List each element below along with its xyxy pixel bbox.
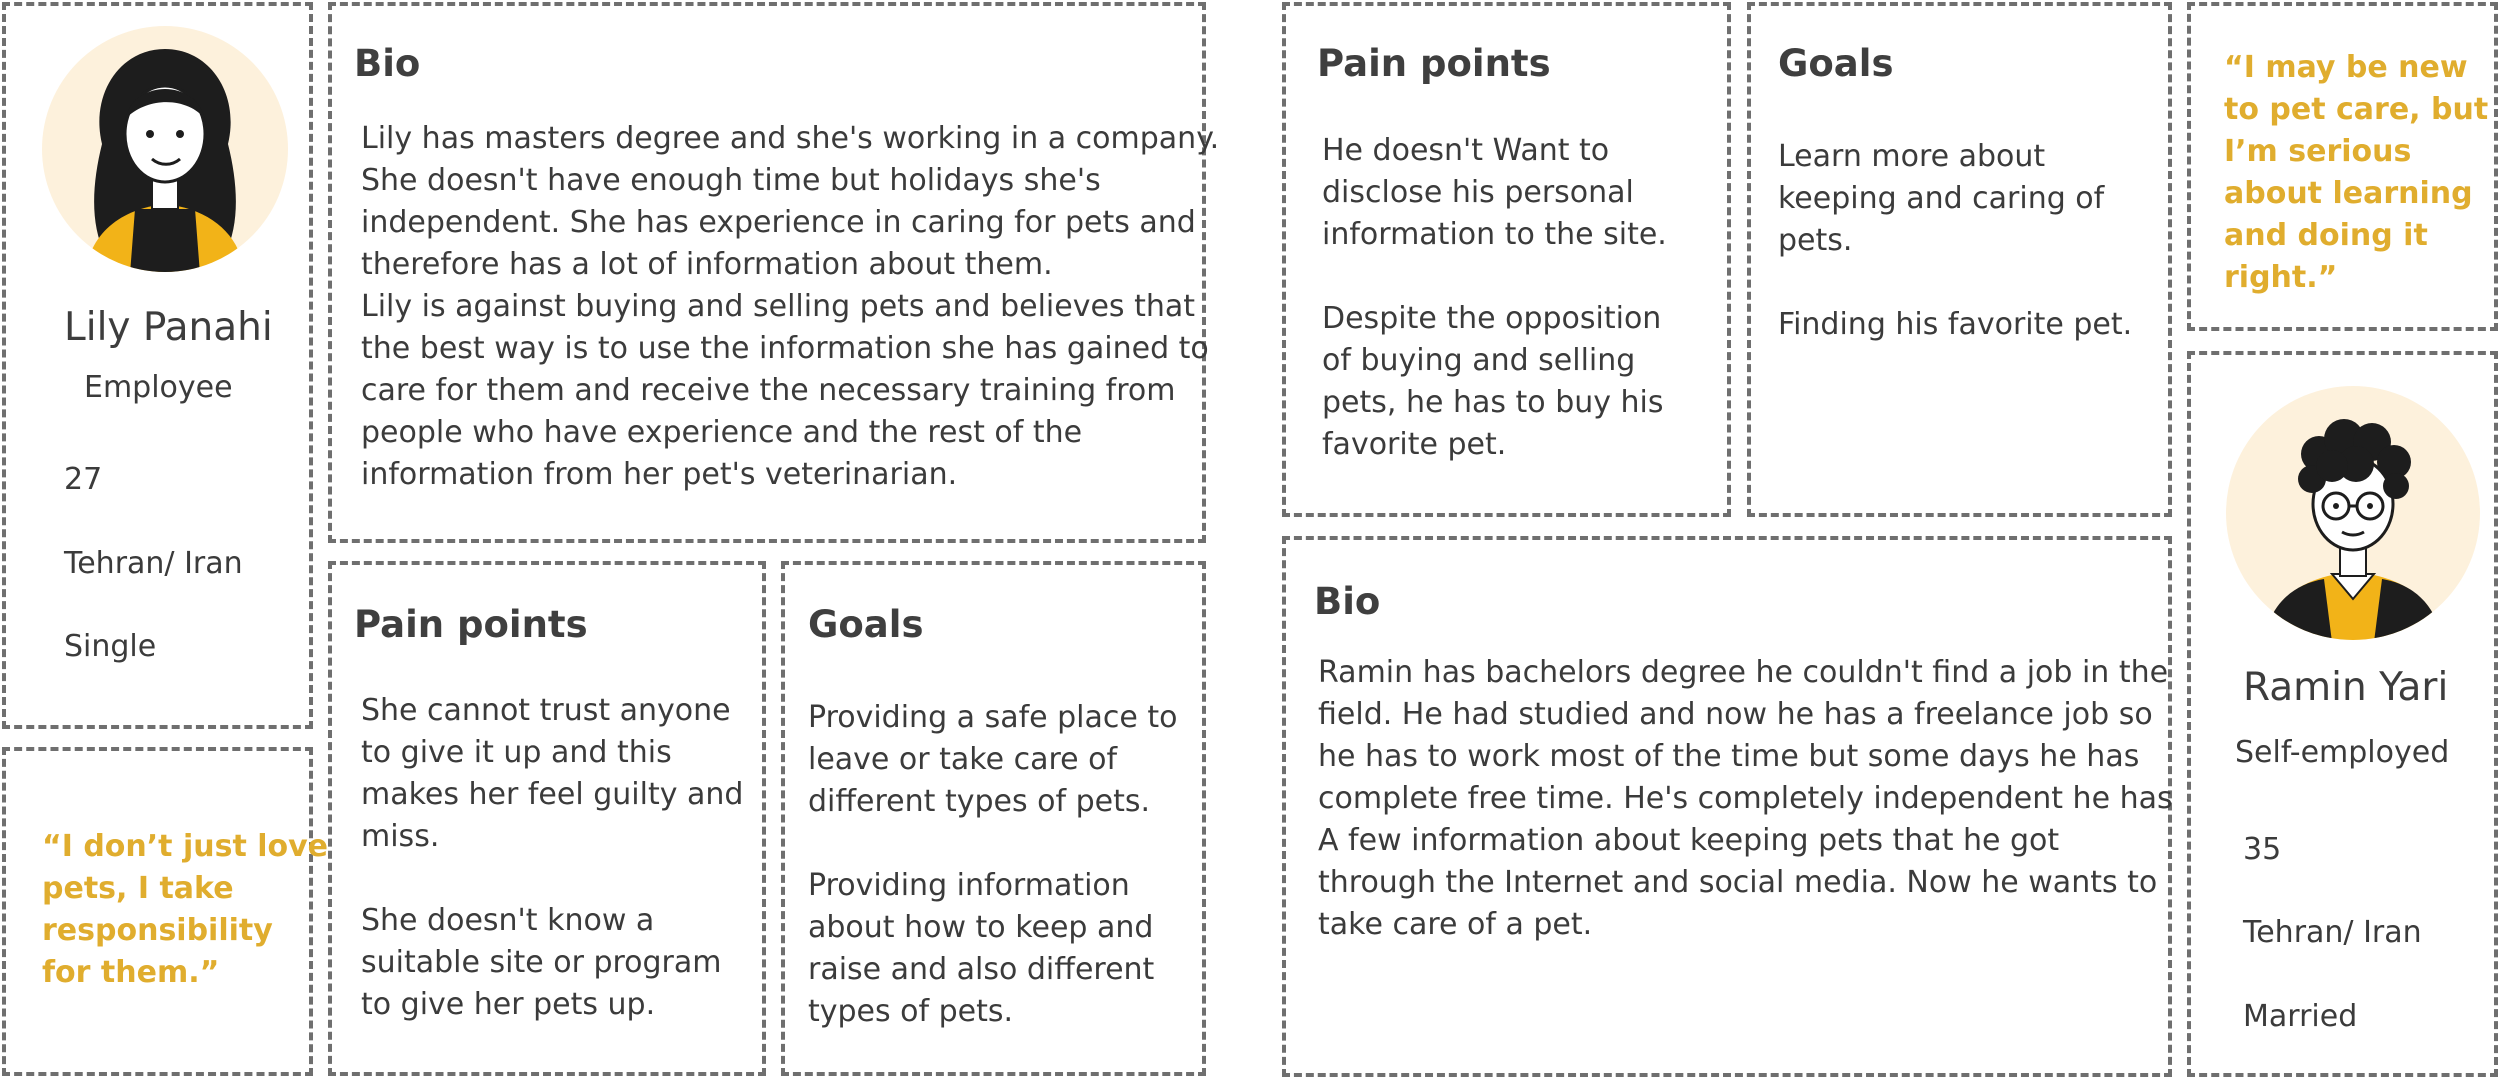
bio-line: field. He had studied and now he has a freelance job so [1318,697,2153,732]
pain-point-item: She doesn't know a suitable site or program to give her pets up. [361,903,722,1022]
bio-line: the best way is to use the information she has gained to [361,331,1209,366]
persona2-age: 35 [2243,832,2282,867]
bio-line: therefore has a lot of information about them. [361,247,1053,282]
pain-point-item: He doesn't Want to disclose his personal information to the site. [1322,133,1667,252]
persona1-quote: “I don’t just love pets, I take responsibility for them.” [42,829,329,990]
bio-line: Ramin has bachelors degree he couldn't find a job in the [1318,655,2169,690]
bio-line: people who have experience and the rest of the [361,415,1083,450]
persona1-pain-points-title: Pain points [354,603,588,646]
persona1-avatar [40,24,290,274]
persona1-goals-title: Goals [808,603,924,646]
persona2-status: Married [2243,999,2358,1034]
pain-point-item: Despite the opposition of buying and selling pets, he has to buy his favorite pet. [1322,301,1664,462]
bio-line: Lily has masters degree and she's working in a company. [361,121,1220,156]
persona2-bio-title: Bio [1314,580,1381,623]
persona2-goals-text [1778,136,2158,346]
bio-line: through the Internet and social media. Now he wants to [1318,865,2158,900]
bio-line: complete free time. He's completely independent he has [1318,781,2173,816]
goal-item: Providing information about how to keep and raise and also different types of pets. [808,868,1155,1029]
pain-point-item: She cannot trust anyone to give it up and this makes her feel guilty and miss. [361,693,744,854]
persona1-age: 27 [64,462,103,497]
bio-line: information from her pet's veterinarian. [361,457,958,492]
bio-line: take care of a pet. [1318,907,1593,942]
persona2-name: Ramin Yari [2243,665,2449,710]
persona2-bio-text [1318,652,2173,946]
persona2-goals-title: Goals [1778,42,1894,85]
bio-line: care for them and receive the necessary training from [361,373,1176,408]
persona2-pain-points-text [1322,130,1722,466]
persona1-pain-points-text [361,690,761,1026]
bio-line: Lily is against buying and selling pets and believes that [361,289,1195,324]
persona1-job: Employee [84,370,233,405]
persona2-quote: “I may be new to pet care, but I’m serious about learning and doing it right.” [2224,50,2489,295]
persona2-location: Tehran/ Iran [2243,915,2422,950]
bio-line: he has to work most of the time but some days he has [1318,739,2140,774]
persona1-goals-text [808,697,1200,1033]
goal-item: Finding his favorite pet. [1778,307,2133,342]
persona1-status: Single [64,629,157,664]
bio-line: independent. She has experience in caring for pets and [361,205,1196,240]
bio-line: She doesn't have enough time but holidays she's [361,163,1101,198]
bio-line: A few information about keeping pets that he got [1318,823,2060,858]
persona2-job: Self-employed [2235,735,2450,770]
persona2-avatar [2224,384,2482,642]
persona1-bio-text [361,118,1220,496]
persona1-bio-title: Bio [354,42,421,85]
persona1-location: Tehran/ Iran [64,546,243,581]
persona2-pain-points-title: Pain points [1317,42,1551,85]
goal-item: Learn more about keeping and caring of pets. [1778,139,2105,258]
goal-item: Providing a safe place to leave or take care of different types of pets. [808,700,1178,819]
persona1-name: Lily Panahi [64,305,273,350]
